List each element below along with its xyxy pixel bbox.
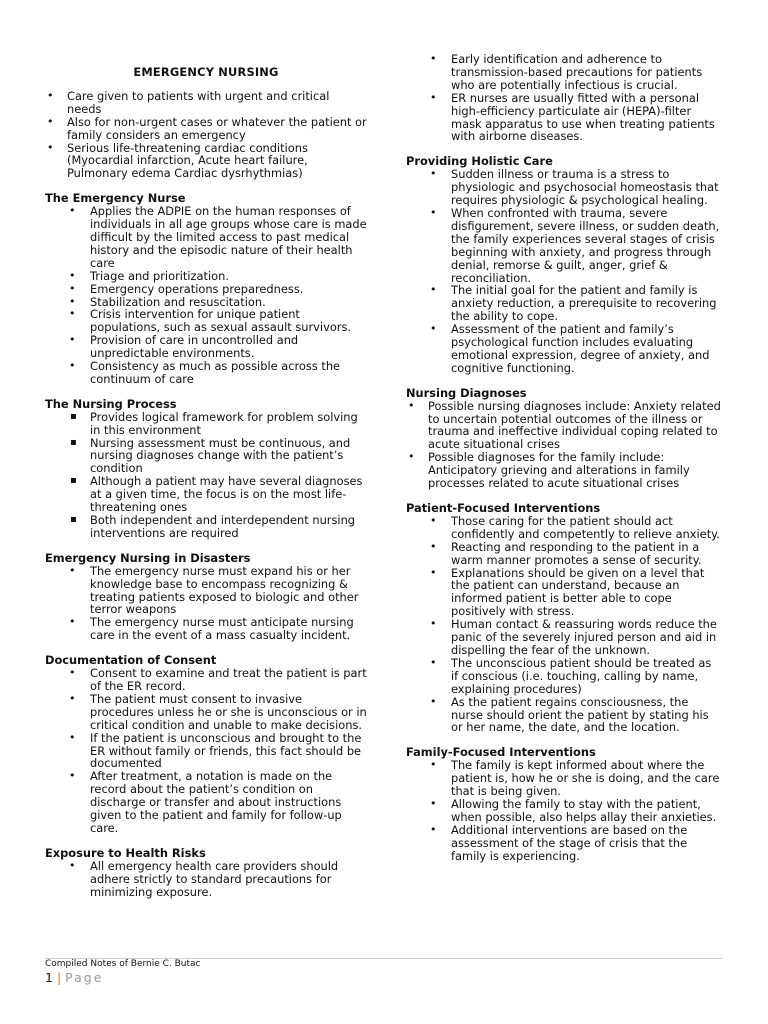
list-item: • The emergency nurse must anticipate nursing care in the event of a mass casualty incident. (45, 616, 367, 642)
health-risks-list-left (45, 860, 367, 899)
list-item: • The patient must consent to invasive procedures unless he or she is unconscious or in critical condition and unable to make decisions. (45, 693, 367, 732)
patient-focused-list (406, 515, 722, 734)
holistic-list (406, 168, 722, 375)
section-heading-emergency-nurse: The Emergency Nurse (45, 191, 186, 206)
section-heading-disasters: Emergency Nursing in Disasters (45, 550, 251, 565)
list-item: • Care given to patients with urgent and critical needs (45, 90, 367, 116)
list-item: ▪ Both independent and interdependent nursing interventions are required (45, 514, 367, 540)
list-item: • Human contact & reassuring words reduce the panic of the severely injured person and aid in dispelling the fear of the unknown. (406, 618, 722, 657)
list-item: ▪ Provides logical framework for problem solving in this environment (45, 411, 367, 437)
list-item: • Consistency as much as possible across the continuum of care (45, 360, 367, 386)
section-heading-family-focused: Family-Focused Interventions (406, 745, 596, 760)
list-item: • Crisis intervention for unique patient populations, such as sexual assault survivors. (45, 308, 367, 334)
list-item: • Sudden illness or trauma is a stress to physiologic and psychosocial homeostasis that requires physiologic & psychological healing. (406, 168, 722, 207)
disasters-list (45, 565, 367, 642)
list-item: • Serious life-threatening cardiac conditions (Myocardial infarction, Acute heart failure, Pulmonary edema Cardiac dysrhythmias) (45, 142, 367, 181)
list-item: • All emergency health care providers should adhere strictly to standard precautions for minimizing exposure. (45, 860, 367, 899)
section-heading-consent: Documentation of Consent (45, 653, 217, 668)
page-label: Page (65, 970, 104, 985)
list-item: • The family is kept informed about where the patient is, how he or she is doing, and the care that is being given. (406, 759, 722, 798)
list-item: • When confronted with trauma, severe disfigurement, severe illness, or sudden death, the family experiences several stages of crisis beginning with anxiety, and progress through denial, remorse & guilt, anger, grief & reconciliation. (406, 207, 722, 284)
consent-list (45, 667, 367, 835)
list-item: • After treatment, a notation is made on the record about the patient’s condition on discharge or transfer and about instructions given to the patient and family for follow-up care. (45, 770, 367, 835)
diagnoses-list (406, 400, 722, 490)
list-item: • ER nurses are usually fitted with a personal high-efficiency particulate air (HEPA)-filter mask apparatus to use when treating patients with airborne diseases. (406, 92, 722, 144)
list-item: • Assessment of the patient and family’s psychological function includes evaluating emotional expression, degree of anxiety, and cognitive functioning. (406, 323, 722, 375)
emergency-nurse-list (45, 205, 367, 386)
list-item: • Early identification and adherence to transmission-based precautions for patients who are potentially infectious is crucial. (406, 53, 722, 92)
list-item: • Emergency operations preparedness. (45, 283, 367, 296)
list-item: • Triage and prioritization. (45, 270, 367, 283)
list-item: ▪ Nursing assessment must be continuous, and nursing diagnoses change with the patient’s condition (45, 437, 367, 476)
list-item: • Additional interventions are based on the assessment of the stage of crisis that the family is experiencing. (406, 824, 722, 863)
list-item: • The initial goal for the patient and family is anxiety reduction, a prerequisite to recovering the ability to cope. (406, 284, 722, 323)
right-column (406, 0, 722, 862)
list-item: • Possible diagnoses for the family include: Anticipatory grieving and alterations in family processes related to acute situational crises (406, 451, 722, 490)
list-item: ▪ Although a patient may have several diagnoses at a given time, the focus is on the most life-threatening ones (45, 475, 367, 514)
left-column (45, 0, 367, 898)
list-item: • The emergency nurse must expand his or her knowledge base to encompass recognizing & treating patients exposed to biologic and other terror weapons (45, 565, 367, 617)
health-risks-list-right (406, 53, 722, 143)
nursing-process-list (45, 411, 367, 540)
list-item: • Applies the ADPIE on the human responses of individuals in all age groups whose care is made difficult by the limited access to past medical history and the episodic nature of their health care (45, 205, 367, 270)
section-heading-diagnoses: Nursing Diagnoses (406, 385, 527, 400)
list-item: • Explanations should be given on a level that the patient can understand, because an informed patient is better able to cope positively with stress. (406, 567, 722, 619)
family-focused-list (406, 759, 722, 862)
footer-note: Compiled Notes of Bernie C. Butac (45, 959, 201, 969)
list-item: • Also for non-urgent cases or whatever the patient or family considers an emergency (45, 116, 367, 142)
list-item: • The unconscious patient should be treated as if conscious (i.e. touching, calling by name, explaining procedures) (406, 657, 722, 696)
list-item: • Provision of care in uncontrolled and unpredictable environments. (45, 334, 367, 360)
intro-list (45, 90, 367, 180)
section-heading-nursing-process: The Nursing Process (45, 396, 177, 411)
list-item: • If the patient is unconscious and brought to the ER without family or friends, this fact should be documented (45, 732, 367, 771)
list-item: • Consent to examine and treat the patient is part of the ER record. (45, 667, 367, 693)
page-number (45, 970, 103, 985)
page-separator: | (56, 970, 62, 985)
page-number-value: 1 (45, 970, 53, 985)
section-heading-patient-focused: Patient-Focused Interventions (406, 501, 601, 515)
list-item: • As the patient regains consciousness, the nurse should orient the patient by stating his or her name, the date, and the location. (406, 696, 722, 735)
list-item: • Possible nursing diagnoses include: Anxiety related to uncertain potential outcomes of the illness or trauma and ineffective individual coping related to acute situational crises (406, 400, 722, 452)
list-item: • Reacting and responding to the patient in a warm manner promotes a sense of security. (406, 541, 722, 567)
section-heading-holistic: Providing Holistic Care (406, 154, 553, 169)
section-heading-health-risks: Exposure to Health Risks (45, 845, 206, 860)
list-item: • Those caring for the patient should act confidently and competently to relieve anxiety. (406, 515, 722, 541)
document-title: EMERGENCY NURSING (133, 65, 279, 79)
list-item: • Allowing the family to stay with the patient, when possible, also helps allay their anxieties. (406, 798, 722, 824)
list-item: • Stabilization and resuscitation. (45, 296, 367, 309)
